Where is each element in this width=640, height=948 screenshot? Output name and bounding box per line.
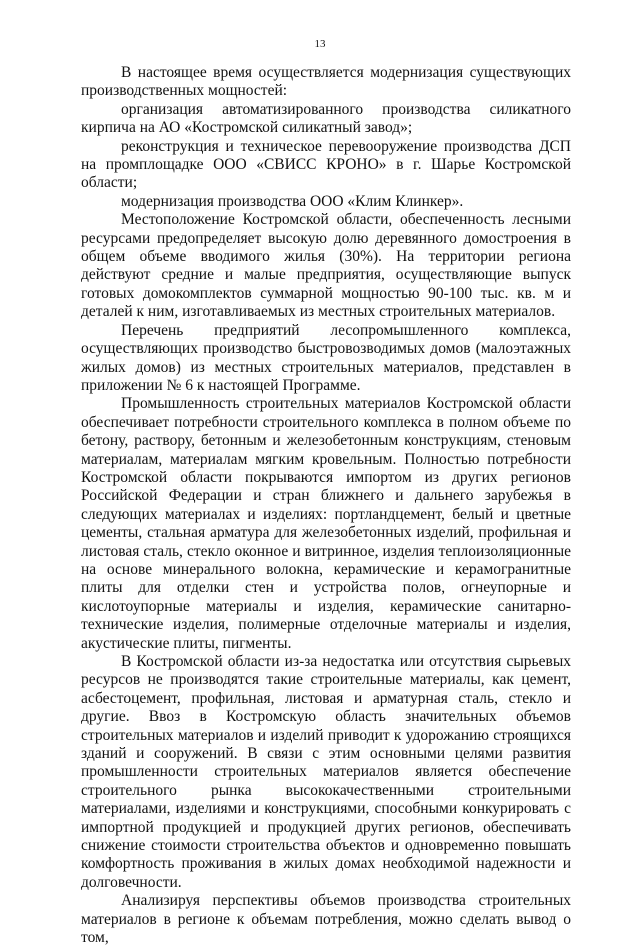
paragraph-raw-material-shortage: В Костромской области из-за недостатка или отсутствия сырьевых ресурсов не производятся такие строительные материалы, как цемент, асбестоцемент, профильная, листовая и арматурная сталь, стекло и другие. Ввоз в Костромскую область значительных объемов строительных материалов и изделий приводит к удорожанию строящихся зданий и сооружений. В связи с этим основными целями развития промышленности строительных материалов является обеспечение строительного рынка высококачественными строительными материалами, изделиями и конструкциями, способными конкурировать с импортной продукцией и продукцией других регионов, обеспечивать снижение стоимости строительства объектов и одновременно повышать комфортность проживания в жилых домах необходимой надежности и долговечности. <box>81 653 571 891</box>
paragraph-production-analysis: Анализируя перспективы объемов производства строительных материалов в регионе к объемам потребления, можно сделать вывод о том, <box>81 892 571 947</box>
page-number: 13 <box>314 38 326 50</box>
paragraph-dsp-reconstruction: реконструкция и техническое перевооружение производства ДСП на промплощадке ООО «СВИСС КРОНО» в г. Шарье Костромской области; <box>81 137 571 192</box>
paragraph-materials-industry: Промышленность строительных материалов Костромской области обеспечивает потребности строительного комплекса в полном объеме по бетону, раствору, бетонным и железобетонным конструкциям, стеновым материалам, материалам мягким кровельным. Полностью потребности Костромской области покрываются импортом из других регионов Российской Федерации и стран ближнего и дальнего зарубежья в следующих материалах и изделиях: портландцемент, белый и цветные цементы, стальная арматура для железобетонных изделий, профильная и листовая сталь, стекло оконное и витринное, изделия теплоизоляционные на основе минерального волокна, керамические и керамогранитные плиты для отделки стен и устройства полов, огнеупорные и кислотоупорные материалы и изделия, керамические санитарно-технические изделия, полимерные отделочные материалы и изделия, акустические плиты, пигменты. <box>81 395 571 652</box>
paragraph-wooden-housing: Местоположение Костромской области, обеспеченность лесными ресурсами предопределяет высокую долю деревянного домостроения в общем объеме вводимого жилья (30%). На территории региона действуют средние и малые предприятия, осуществляющие выпуск готовых домокомплектов суммарной мощностью 90-100 тыс. кв. м и деталей к ним, изготавливаемых из местных строительных материалов. <box>81 211 571 321</box>
document-body <box>81 64 571 948</box>
paragraph-klim-klinker: модернизация производства ООО «Клим Клинкер». <box>121 192 464 210</box>
paragraph-silicate-brick: организация автоматизированного производства силикатного кирпича на АО «Костромской силикатный завод»; <box>81 100 571 137</box>
paragraph-enterprise-list: Перечень предприятий лесопромышленного комплекса, осуществляющих производство быстровозводимых домов (малоэтажных жилых домов) из местных строительных материалов, представлен в приложении № 6 к настоящей Программе. <box>81 321 571 394</box>
paragraph-modernization-intro: В настоящее время осуществляется модернизация существующих производственных мощностей: <box>81 64 571 100</box>
